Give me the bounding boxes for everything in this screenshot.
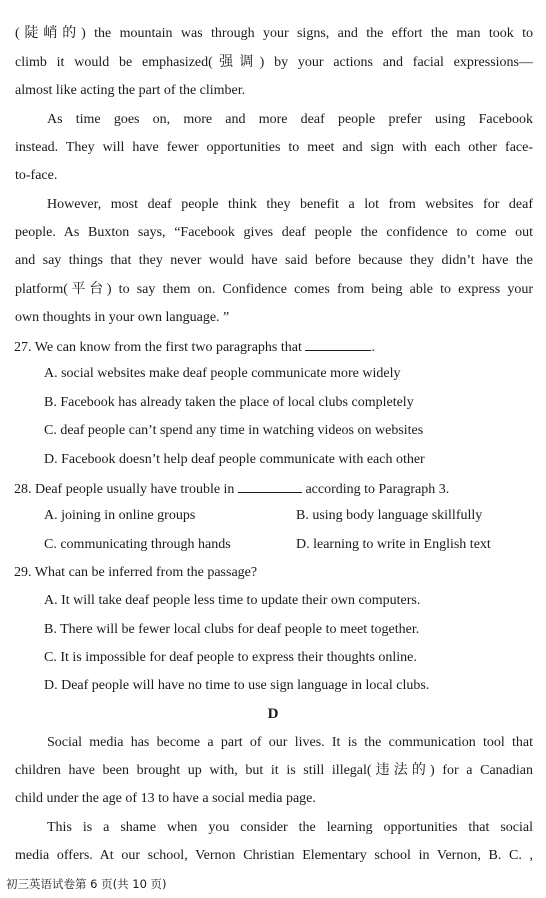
question-28-end: according to Paragraph 3. bbox=[305, 482, 450, 497]
question-29-stem: 29. What can be inferred from the passage? bbox=[14, 565, 258, 580]
passage-line: However, most deaf people think they benefit a lot from websites for deaf bbox=[47, 197, 533, 212]
question-27-option-d: D. Facebook doesn’t help deaf people communicate with each other bbox=[44, 452, 425, 467]
passage-line: (陡峭的) the mountain was through your signs, and the effort the man took to bbox=[15, 26, 533, 41]
question-29-option-d: D. Deaf people will have no time to use sign language in local clubs. bbox=[44, 678, 430, 693]
question-27-option-c: C. deaf people can’t spend any time in watching videos on websites bbox=[44, 423, 424, 438]
question-28-option-d: D. learning to write in English text bbox=[296, 537, 491, 552]
section-heading: D bbox=[267, 706, 279, 722]
question-28-option-a: A. joining in online groups bbox=[44, 508, 196, 523]
passage-line: child under the age of 13 to have a social media page. bbox=[15, 791, 316, 806]
answer-blank bbox=[238, 478, 302, 493]
passage-line: almost like acting the part of the climber. bbox=[15, 83, 246, 98]
question-28-text: 28. Deaf people usually have trouble in bbox=[14, 482, 235, 497]
passage-line: media offers. At our school, Vernon Christian Elementary school in Vernon, B. C. , bbox=[15, 848, 533, 863]
question-27-text: 27. We can know from the first two paragraphs that bbox=[14, 340, 302, 355]
passage-line: children have been brought up with, but it is still illegal(违法的) for a Canadian bbox=[15, 763, 533, 778]
answer-blank bbox=[305, 336, 371, 351]
question-28-options-row-1 bbox=[44, 506, 534, 526]
question-28-option-c: C. communicating through hands bbox=[44, 537, 231, 552]
question-29-option-b: B. There will be fewer local clubs for deaf people to meet together. bbox=[44, 622, 420, 637]
passage-line: Social media has become a part of our lives. It is the communication tool that bbox=[47, 735, 533, 750]
passage-line: platform(平台) to say them on. Confidence comes from being able to express your bbox=[15, 282, 533, 297]
question-29-option-a: A. It will take deaf people less time to update their own computers. bbox=[44, 593, 421, 608]
question-27-stem bbox=[14, 336, 534, 358]
question-27-end: . bbox=[371, 340, 375, 355]
question-27-option-b: B. Facebook has already taken the place of local clubs completely bbox=[44, 395, 414, 410]
passage-line: and say things that they never would have said before because they didn’t have the bbox=[15, 253, 533, 268]
question-28-options-row-2 bbox=[44, 535, 534, 555]
page-footer: 初三英语试卷第 6 页(共 10 页) bbox=[6, 877, 167, 891]
question-28-stem bbox=[14, 478, 534, 500]
passage-line: own thoughts in your own language. ” bbox=[15, 310, 230, 325]
passage-line: This is a shame when you consider the learning opportunities that social bbox=[47, 820, 533, 835]
question-27-option-a: A. social websites make deaf people communicate more widely bbox=[44, 366, 401, 381]
passage-line: instead. They will have fewer opportunities to meet and sign with each other face- bbox=[15, 140, 533, 155]
question-29-option-c: C. It is impossible for deaf people to express their thoughts online. bbox=[44, 650, 417, 665]
passage-line: people. As Buxton says, “Facebook gives deaf people the confidence to come out bbox=[15, 225, 533, 240]
passage-line: As time goes on, more and more deaf people prefer using Facebook bbox=[47, 112, 533, 127]
passage-line: to-face. bbox=[15, 168, 58, 183]
passage-line: climb it would be emphasized(强调) by your actions and facial expressions— bbox=[15, 55, 533, 70]
question-28-option-b: B. using body language skillfully bbox=[296, 508, 483, 523]
